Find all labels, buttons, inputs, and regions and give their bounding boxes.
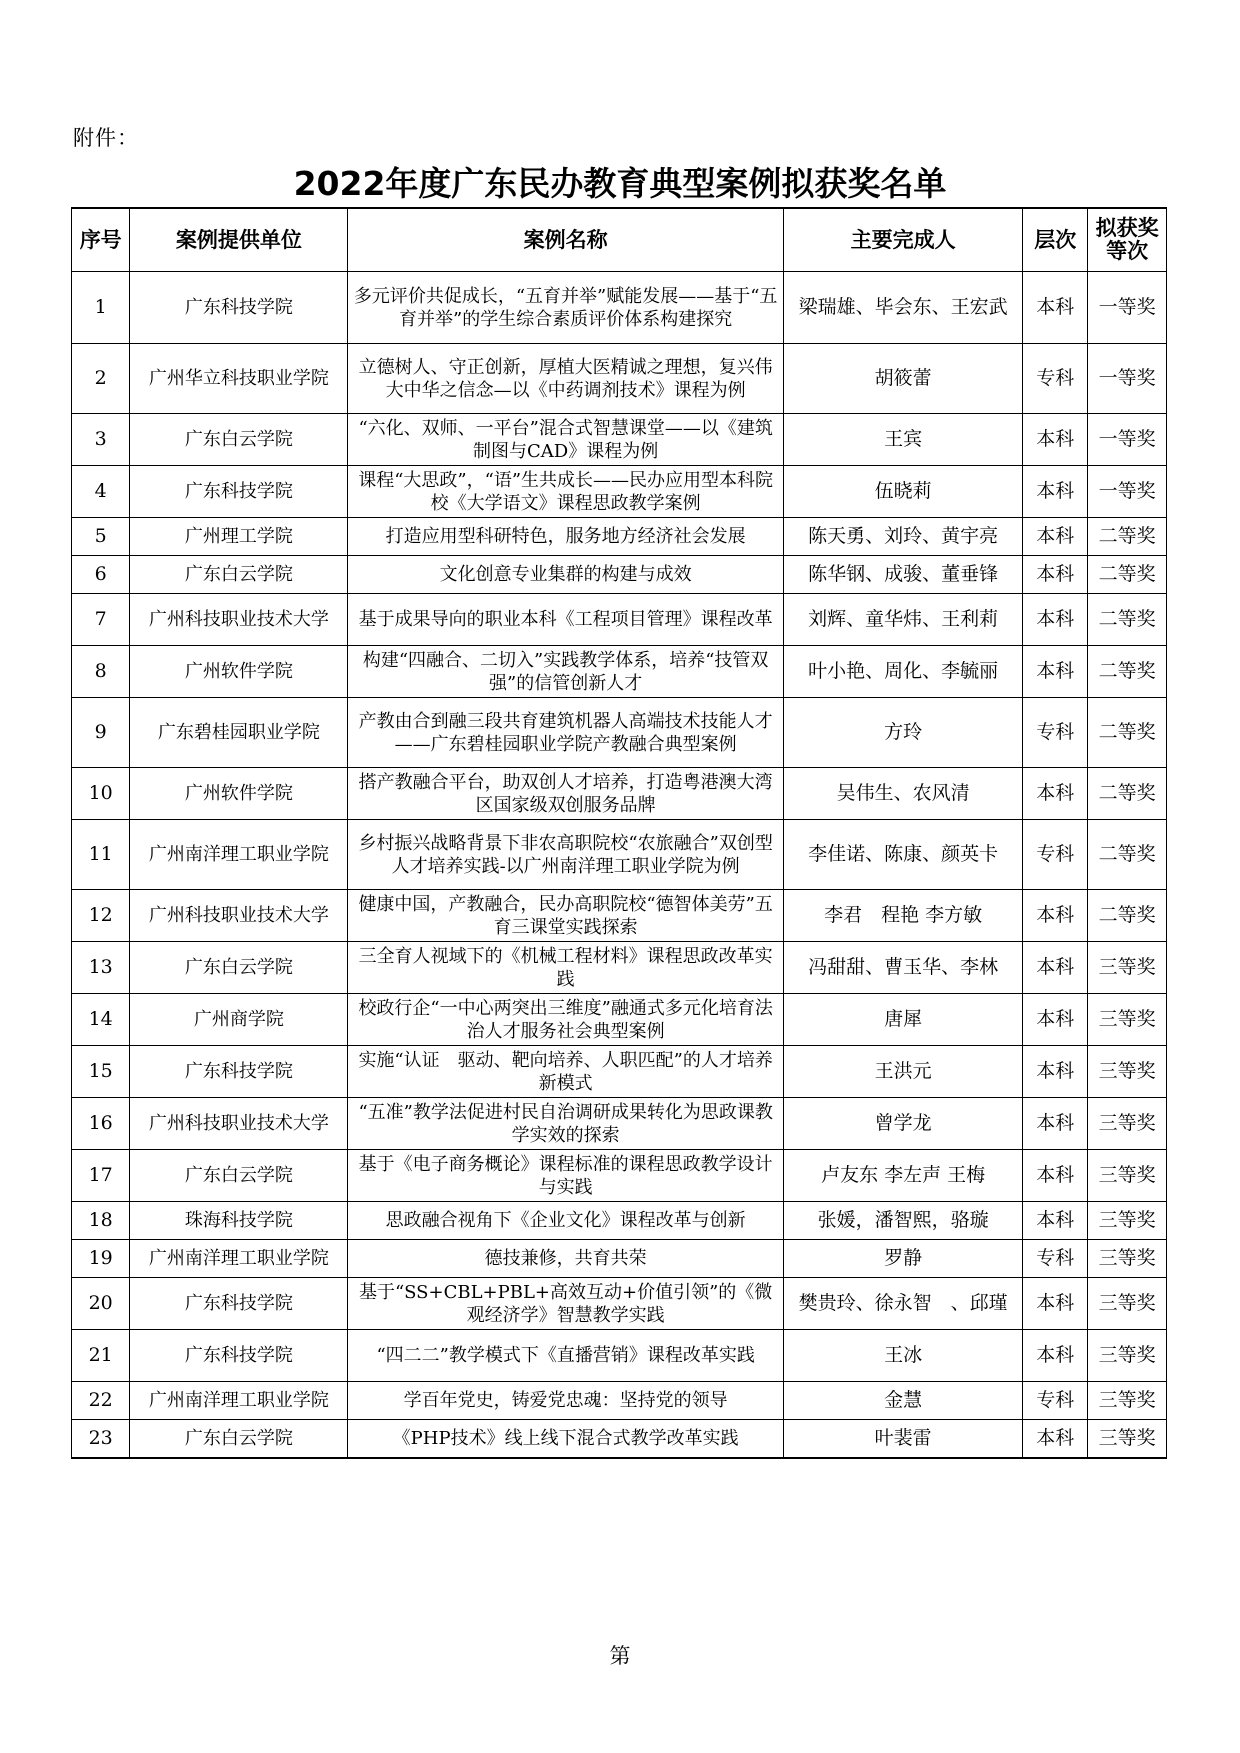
row-level: 本科	[1023, 466, 1088, 518]
row-number: 1	[72, 272, 130, 344]
row-people: 张媛，潘智熙，骆璇	[784, 1202, 1023, 1240]
row-people: 陈天勇、刘玲、黄宇亮	[784, 518, 1023, 556]
row-people: 李佳诺、陈康、颜英卡	[784, 820, 1023, 890]
row-unit: 广东科技学院	[130, 272, 348, 344]
row-level: 本科	[1023, 1150, 1088, 1202]
row-number: 19	[72, 1240, 130, 1278]
row-number: 6	[72, 556, 130, 594]
row-award: 三等奖	[1088, 1046, 1167, 1098]
row-case-name: 健康中国，产教融合，民办高职院校“德智体美劳”五育三课堂实践探索	[348, 890, 784, 942]
row-number: 15	[72, 1046, 130, 1098]
row-unit: 广东科技学院	[130, 1046, 348, 1098]
row-people: 叶小艳、周化、李毓丽	[784, 646, 1023, 698]
table-body	[72, 272, 1167, 1458]
table-row	[72, 272, 1167, 344]
attachment-label: 附件：	[73, 126, 139, 150]
row-award: 二等奖	[1088, 890, 1167, 942]
row-number: 10	[72, 768, 130, 820]
row-level: 本科	[1023, 768, 1088, 820]
header-level: 层次	[1023, 208, 1088, 272]
row-level: 本科	[1023, 994, 1088, 1046]
row-level: 本科	[1023, 1278, 1088, 1330]
row-number: 8	[72, 646, 130, 698]
row-people: 王洪元	[784, 1046, 1023, 1098]
row-case-name: 搭产教融合平台，助双创人才培养，打造粤港澳大湾区国家级双创服务品牌	[348, 768, 784, 820]
row-case-name: “四二二”教学模式下《直播营销》课程改革实践	[348, 1330, 784, 1382]
row-award: 三等奖	[1088, 1098, 1167, 1150]
row-case-name: 基于《电子商务概论》课程标准的课程思政教学设计与实践	[348, 1150, 784, 1202]
row-people: 罗静	[784, 1240, 1023, 1278]
row-case-name: 《PHP技术》线上线下混合式教学改革实践	[348, 1420, 784, 1458]
row-case-name: 思政融合视角下《企业文化》课程改革与创新	[348, 1202, 784, 1240]
row-level: 本科	[1023, 1420, 1088, 1458]
table-row	[72, 1046, 1167, 1098]
row-award: 三等奖	[1088, 1240, 1167, 1278]
table-row	[72, 942, 1167, 994]
table-row	[72, 1330, 1167, 1382]
row-level: 本科	[1023, 1202, 1088, 1240]
header-number: 序号	[72, 208, 130, 272]
row-unit: 广东白云学院	[130, 942, 348, 994]
row-level: 本科	[1023, 1046, 1088, 1098]
row-case-name: 乡村振兴战略背景下非农高职院校“农旅融合”双创型人才培养实践-以广州南洋理工职业学院为例	[348, 820, 784, 890]
row-number: 16	[72, 1098, 130, 1150]
table-row	[72, 820, 1167, 890]
row-number: 11	[72, 820, 130, 890]
table-row	[72, 594, 1167, 646]
row-case-name: 实施“认证 驱动、靶向培养、人职匹配”的人才培养新模式	[348, 1046, 784, 1098]
table-row	[72, 414, 1167, 466]
row-case-name: 德技兼修，共育共荣	[348, 1240, 784, 1278]
row-case-name: “六化、双师、一平台”混合式智慧课堂——以《建筑制图与CAD》课程为例	[348, 414, 784, 466]
row-unit: 广东白云学院	[130, 556, 348, 594]
row-unit: 广州科技职业技术大学	[130, 1098, 348, 1150]
row-level: 本科	[1023, 1330, 1088, 1382]
row-people: 陈华钢、成骏、董垂锋	[784, 556, 1023, 594]
row-unit: 广东碧桂园职业学院	[130, 698, 348, 768]
table-row	[72, 890, 1167, 942]
row-people: 伍晓莉	[784, 466, 1023, 518]
table-row	[72, 1278, 1167, 1330]
row-case-name: 多元评价共促成长，“五育并举”赋能发展——基于“五育并举”的学生综合素质评价体系构建探究	[348, 272, 784, 344]
row-people: 卢友东 李左声 王梅	[784, 1150, 1023, 1202]
row-number: 4	[72, 466, 130, 518]
table-row	[72, 556, 1167, 594]
row-award: 二等奖	[1088, 518, 1167, 556]
page-title: 2022年度广东民办教育典型案例拟获奖名单	[293, 164, 947, 203]
table-row	[72, 344, 1167, 414]
row-people: 樊贵玲、徐永智 、邱瑾	[784, 1278, 1023, 1330]
row-unit: 广州科技职业技术大学	[130, 890, 348, 942]
row-case-name: 打造应用型科研特色，服务地方经济社会发展	[348, 518, 784, 556]
page-footer: 第	[609, 1644, 631, 1668]
award-table	[71, 207, 1167, 1459]
table-row	[72, 994, 1167, 1046]
row-unit: 广州南洋理工职业学院	[130, 1382, 348, 1420]
row-people: 王宾	[784, 414, 1023, 466]
table-row	[72, 466, 1167, 518]
row-number: 7	[72, 594, 130, 646]
row-number: 17	[72, 1150, 130, 1202]
row-award: 二等奖	[1088, 556, 1167, 594]
row-level: 本科	[1023, 594, 1088, 646]
row-award: 三等奖	[1088, 1420, 1167, 1458]
row-number: 3	[72, 414, 130, 466]
row-number: 14	[72, 994, 130, 1046]
row-award: 二等奖	[1088, 768, 1167, 820]
row-unit: 广东白云学院	[130, 1420, 348, 1458]
table-row	[72, 1382, 1167, 1420]
row-unit: 广州南洋理工职业学院	[130, 820, 348, 890]
row-people: 冯甜甜、曹玉华、李林	[784, 942, 1023, 994]
header-unit: 案例提供单位	[130, 208, 348, 272]
row-award: 二等奖	[1088, 698, 1167, 768]
row-number: 5	[72, 518, 130, 556]
row-level: 本科	[1023, 414, 1088, 466]
row-award: 三等奖	[1088, 1382, 1167, 1420]
table-row	[72, 646, 1167, 698]
row-unit: 广东白云学院	[130, 414, 348, 466]
row-number: 22	[72, 1382, 130, 1420]
row-unit: 珠海科技学院	[130, 1202, 348, 1240]
row-unit: 广州软件学院	[130, 768, 348, 820]
row-case-name: 三全育人视域下的《机械工程材料》课程思政改革实践	[348, 942, 784, 994]
row-level: 专科	[1023, 344, 1088, 414]
row-level: 专科	[1023, 1240, 1088, 1278]
row-unit: 广州软件学院	[130, 646, 348, 698]
row-people: 刘辉、童华炜、王利莉	[784, 594, 1023, 646]
row-unit: 广州商学院	[130, 994, 348, 1046]
row-award: 三等奖	[1088, 942, 1167, 994]
row-unit: 广州理工学院	[130, 518, 348, 556]
row-people: 金慧	[784, 1382, 1023, 1420]
row-case-name: “五准”教学法促进村民自治调研成果转化为思政课教学实效的探索	[348, 1098, 784, 1150]
row-unit: 广州南洋理工职业学院	[130, 1240, 348, 1278]
table-row	[72, 1420, 1167, 1458]
table-row	[72, 1150, 1167, 1202]
row-case-name: 构建“四融合、二切入”实践教学体系，培养“技管双强”的信管创新人才	[348, 646, 784, 698]
row-award: 一等奖	[1088, 414, 1167, 466]
table-row	[72, 1098, 1167, 1150]
row-number: 23	[72, 1420, 130, 1458]
row-number: 18	[72, 1202, 130, 1240]
row-award: 三等奖	[1088, 1278, 1167, 1330]
row-award: 一等奖	[1088, 466, 1167, 518]
row-level: 本科	[1023, 646, 1088, 698]
row-award: 三等奖	[1088, 1202, 1167, 1240]
row-case-name: 立德树人、守正创新，厚植大医精诚之理想，复兴伟大中华之信念—以《中药调剂技术》课程为例	[348, 344, 784, 414]
table-row	[72, 1240, 1167, 1278]
row-unit: 广东科技学院	[130, 466, 348, 518]
row-number: 21	[72, 1330, 130, 1382]
header-award: 拟获奖等次	[1088, 208, 1167, 272]
row-number: 13	[72, 942, 130, 994]
header-people: 主要完成人	[784, 208, 1023, 272]
row-level: 本科	[1023, 1098, 1088, 1150]
row-people: 胡筱蕾	[784, 344, 1023, 414]
row-case-name: 基于“SS+CBL+PBL+高效互动+价值引领”的《微观经济学》智慧教学实践	[348, 1278, 784, 1330]
row-case-name: 学百年党史，铸爱党忠魂：坚持党的领导	[348, 1382, 784, 1420]
table-row	[72, 1202, 1167, 1240]
row-award: 二等奖	[1088, 594, 1167, 646]
row-award: 三等奖	[1088, 1330, 1167, 1382]
row-unit: 广东白云学院	[130, 1150, 348, 1202]
row-award: 三等奖	[1088, 1150, 1167, 1202]
row-award: 三等奖	[1088, 994, 1167, 1046]
table-row	[72, 518, 1167, 556]
row-people: 王冰	[784, 1330, 1023, 1382]
row-people: 吴伟生、农风清	[784, 768, 1023, 820]
row-people: 方玲	[784, 698, 1023, 768]
row-level: 本科	[1023, 942, 1088, 994]
row-award: 一等奖	[1088, 272, 1167, 344]
row-unit: 广东科技学院	[130, 1330, 348, 1382]
row-level: 专科	[1023, 820, 1088, 890]
row-unit: 广东科技学院	[130, 1278, 348, 1330]
row-people: 李君 程艳 李方敏	[784, 890, 1023, 942]
row-people: 唐犀	[784, 994, 1023, 1046]
row-unit: 广州华立科技职业学院	[130, 344, 348, 414]
row-people: 叶裴雷	[784, 1420, 1023, 1458]
row-level: 本科	[1023, 556, 1088, 594]
row-case-name: 基于成果导向的职业本科《工程项目管理》课程改革	[348, 594, 784, 646]
row-case-name: 文化创意专业集群的构建与成效	[348, 556, 784, 594]
table-header-row	[72, 208, 1167, 272]
row-number: 20	[72, 1278, 130, 1330]
row-level: 专科	[1023, 1382, 1088, 1420]
table-row	[72, 768, 1167, 820]
row-level: 本科	[1023, 518, 1088, 556]
row-level: 专科	[1023, 698, 1088, 768]
table-row	[72, 698, 1167, 768]
row-case-name: 课程“大思政”，“语”生共成长——民办应用型本科院校《大学语文》课程思政教学案例	[348, 466, 784, 518]
row-award: 二等奖	[1088, 646, 1167, 698]
row-people: 梁瑞雄、毕会东、王宏武	[784, 272, 1023, 344]
row-people: 曾学龙	[784, 1098, 1023, 1150]
row-number: 12	[72, 890, 130, 942]
row-number: 9	[72, 698, 130, 768]
row-level: 本科	[1023, 272, 1088, 344]
header-case-name: 案例名称	[348, 208, 784, 272]
row-unit: 广州科技职业技术大学	[130, 594, 348, 646]
row-award: 二等奖	[1088, 820, 1167, 890]
row-number: 2	[72, 344, 130, 414]
row-award: 一等奖	[1088, 344, 1167, 414]
row-case-name: 产教由合到融三段共育建筑机器人高端技术技能人才——广东碧桂园职业学院产教融合典型案例	[348, 698, 784, 768]
row-case-name: 校政行企“一中心两突出三维度”融通式多元化培育法治人才服务社会典型案例	[348, 994, 784, 1046]
row-level: 本科	[1023, 890, 1088, 942]
